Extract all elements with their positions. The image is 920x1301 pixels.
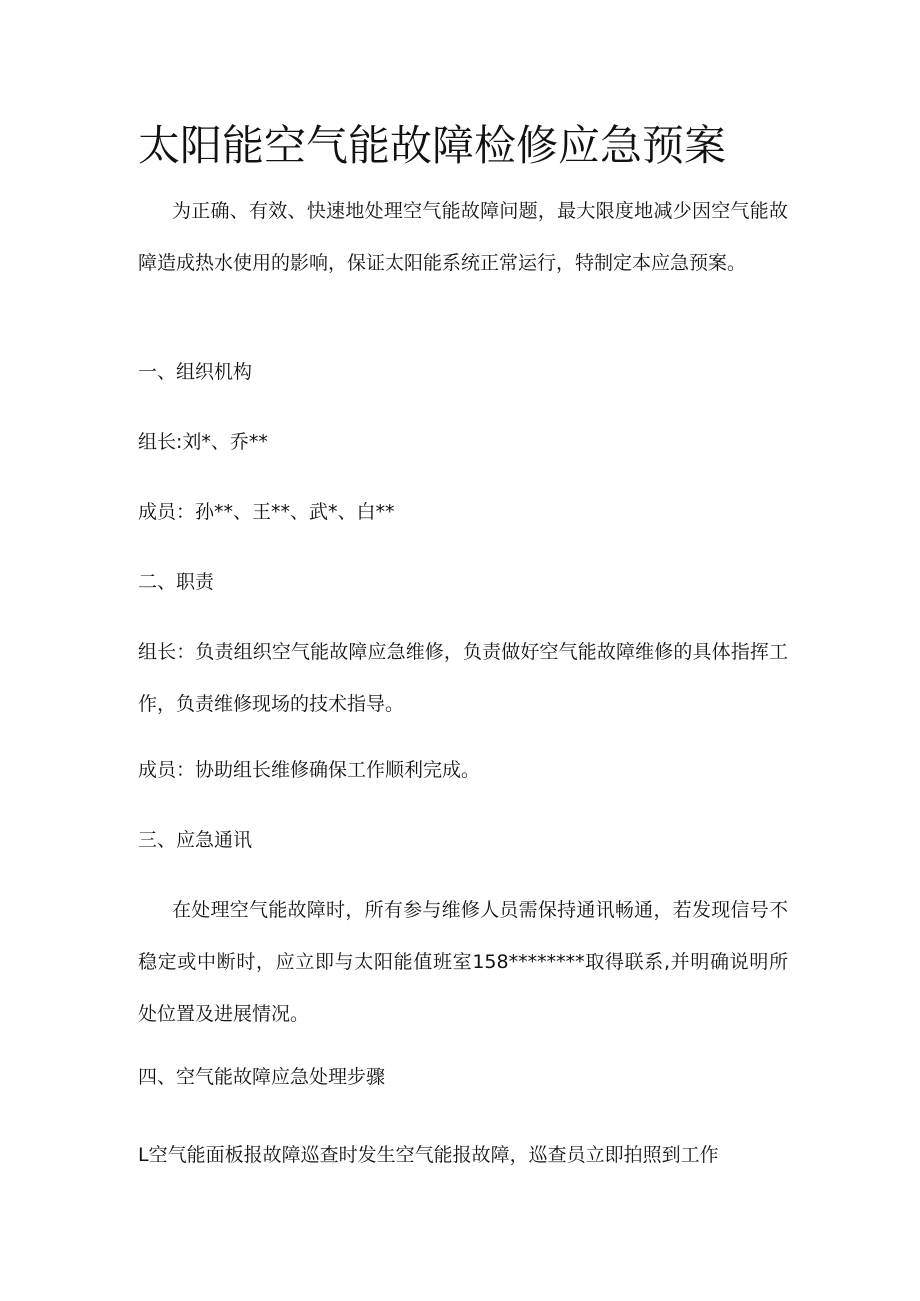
members-line: 成员：孙**、王**、武*、白** — [138, 501, 395, 523]
document-title: 太阳能空气能故障检修应急预案 — [138, 121, 727, 170]
intro-paragraph: 为正确、有效、快速地处理空气能故障问题，最大限度地减少因空气能故障造成热水使用的影响，保证太阳能系统正常运行，特制定本应急预案。 — [138, 200, 788, 274]
leaders-line: 组长:刘*、乔** — [138, 431, 268, 453]
section2-heading: 二、职责 — [138, 571, 215, 593]
communication-paragraph: 在处理空气能故障时，所有参与维修人员需保持通讯畅通，若发现信号不稳定或中断时，应立即与太阳能值班室158********取得联系,并明确说明所处位置及进展情况。 — [138, 899, 788, 1025]
step1-line: L空气能面板报故障巡查时发生空气能报故障，巡查员立即拍照到工作 — [138, 1144, 719, 1166]
section4-heading: 四、空气能故障应急处理步骤 — [138, 1066, 386, 1088]
section1-heading: 一、组织机构 — [138, 361, 253, 383]
member-duty-line: 成员：协助组长维修确保工作顺利完成。 — [138, 759, 481, 781]
leader-duty-paragraph: 组长：负责组织空气能故障应急维修，负责做好空气能故障维修的具体指挥工作，负责维修现场的技术指导。 — [138, 641, 788, 715]
section3-heading: 三、应急通讯 — [138, 829, 253, 851]
